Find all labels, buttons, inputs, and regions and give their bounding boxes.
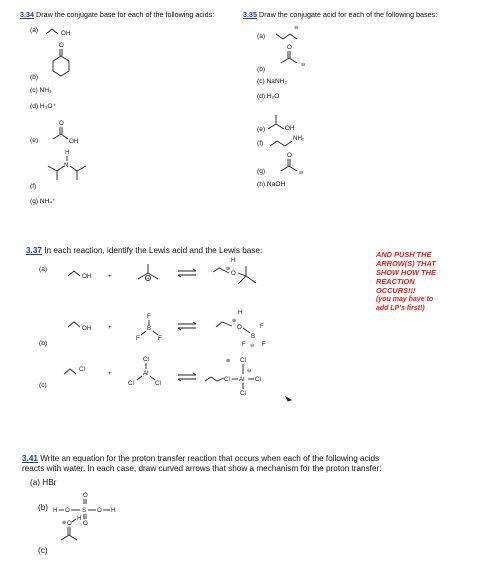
q334-f-hydrogen: H xyxy=(65,149,70,156)
q337-b-product-h: H xyxy=(238,309,243,316)
q334-item-f-label: (f) xyxy=(30,183,37,190)
q337-a-product-charge: ⊕ xyxy=(226,266,231,272)
q337-b-product-f-top: F xyxy=(260,323,264,330)
q337-b-product-boron: B xyxy=(251,333,256,340)
q334-item-g-label: (g) NH₄⁺ xyxy=(30,198,56,205)
q335-item-a-label: (a) xyxy=(257,33,266,40)
q337-b-product-o: O xyxy=(237,324,242,331)
q341-b-o-bottom: O xyxy=(83,520,88,527)
q337-prompt: In each reaction, identify the Lewis acid and the Lewis base: xyxy=(44,246,263,255)
q337-b-product-ominus: ⊖ xyxy=(250,343,255,349)
q334-f-nitrogen: N xyxy=(64,162,69,169)
q334-item-b-label: (b) xyxy=(30,74,39,81)
q334-e-oxygen: O xyxy=(59,120,64,127)
note-line-2: ARROW(S) THAT xyxy=(376,259,436,268)
q337-c-aluminum: Al xyxy=(143,370,149,377)
q335-b-oxygen: O xyxy=(287,44,292,51)
q335-e-oh: OH xyxy=(285,125,295,132)
q334-prompt: Draw the conjugate base for each of the following acids: xyxy=(36,10,215,19)
note-line-6: (you may have to xyxy=(376,296,434,303)
note-line-7: add LP's first!) xyxy=(376,305,425,312)
q335-g-oxygen: O xyxy=(287,152,292,159)
q337-item-b-label: (b) xyxy=(39,340,48,347)
q341-prompt-line1: Write an equation for the proton transfer reaction that occurs when each of the following acids xyxy=(40,454,380,463)
q335-number-link[interactable]: 3.35 xyxy=(243,10,257,19)
q337-a-plus: + xyxy=(108,273,112,280)
q335-prompt: Draw the conjugate acid for each of the following bases: xyxy=(259,10,438,19)
q337-item-c-label: (c) xyxy=(39,382,47,389)
q334-item-c-label: (c) NH₃ xyxy=(30,87,52,94)
q337-c-alcl3-cl-top: Cl xyxy=(143,356,149,363)
q337-a-product-h: H xyxy=(231,257,236,264)
q334-a-oh: OH xyxy=(61,30,71,37)
q335-g-charge: ⊖ xyxy=(299,170,304,176)
note-line-5: OCCURS!!! xyxy=(376,286,416,295)
q341-c-hydrogen: H xyxy=(77,515,82,522)
q337-b-boron: B xyxy=(147,325,152,332)
q334-item-d-label: (d) H₃O⁺ xyxy=(30,103,56,110)
q341-b-sulfur: S xyxy=(82,507,87,514)
q337-c-product-ominus: ⊖ xyxy=(247,368,252,374)
q341-c-oplus: ⊕ xyxy=(62,520,67,526)
q337-b-ethanol-oh: OH xyxy=(82,325,92,332)
q337-c-alcl3-cl-right: Cl xyxy=(155,380,161,387)
q337-b-f-top: F xyxy=(147,313,151,320)
q337-c-product-cl-right: Cl xyxy=(255,376,261,383)
q335-item-h-label: (h) NaOH xyxy=(257,181,286,188)
q341-b-h-right: H xyxy=(111,507,116,514)
note-line-4: REACTION xyxy=(376,277,415,286)
q335-f-nh2: NH₂ xyxy=(293,135,305,142)
q334-number-link[interactable]: 3.34 xyxy=(20,10,34,19)
q341-prompt-line2: reacts with water. In each case, draw curved arrows that show a mechanism for the proton transfer: xyxy=(22,464,382,473)
q335-item-e-label: (e) xyxy=(257,126,266,133)
q337-a-ethanol-oh: OH xyxy=(82,273,92,280)
q337-c-product-cl-bridge: Cl xyxy=(224,376,230,383)
q337-a-carbocation-charge: + xyxy=(146,276,150,282)
q334-e-oh: OH xyxy=(69,138,79,145)
q337-a-product-o: O xyxy=(231,270,236,277)
q337-b-plus: + xyxy=(108,324,112,331)
q337-b-product-oplus: ⊕ xyxy=(232,318,237,324)
q341-item-a-label: (a) HBr xyxy=(30,478,57,487)
q341-number-link[interactable]: 3.41 xyxy=(22,454,38,463)
q337-c-cl-reactant: Cl xyxy=(79,366,85,373)
q341-b-h-left: H xyxy=(53,507,58,514)
q337-c-product-al: Al xyxy=(239,376,245,383)
q335-b-charge: ⊖ xyxy=(301,62,306,68)
q341-b-o-left: O xyxy=(65,507,70,514)
q337-b-f-left: F xyxy=(136,335,140,342)
q341-b-o-right: O xyxy=(97,507,102,514)
q337-c-product-cl-bottom: Cl xyxy=(240,390,246,397)
q335-a-charge: ⊖ xyxy=(294,25,299,31)
q337-b-f-right: F xyxy=(158,335,162,342)
q337-item-a-label: (a) xyxy=(39,266,48,273)
q341-c-oxygen: O xyxy=(67,520,72,527)
q337-number-link[interactable]: 3.37 xyxy=(26,246,42,255)
note-line-1: AND PUSH THE xyxy=(376,250,432,259)
q341-b-o-top: O xyxy=(83,492,88,499)
q337-b-product-f-left: F xyxy=(242,341,246,348)
q335-item-c-label: (c) NaNH₂ xyxy=(257,78,288,85)
q341-item-b-label: (b) xyxy=(38,503,49,512)
q335-item-g-label: (g) xyxy=(257,168,266,175)
q335-item-f-label: (f) xyxy=(257,140,264,147)
q337-c-alcl3-cl-left: Cl xyxy=(128,380,134,387)
q335-item-d-label: (d) H₂O xyxy=(257,93,280,100)
q334-item-e-label: (e) xyxy=(30,137,39,144)
q334-b-oxygen: O xyxy=(59,42,64,49)
q341-item-c-label: (c) xyxy=(38,546,48,555)
q337-c-product-oplus: ⊕ xyxy=(226,358,231,364)
q335-item-b-label: (b) xyxy=(257,66,266,73)
q337-c-product-cl-top: Cl xyxy=(240,357,246,364)
q337-c-plus: + xyxy=(108,370,112,377)
note-line-3: SHOW HOW THE xyxy=(376,268,436,277)
q334-item-a-label: (a) xyxy=(30,27,39,34)
q337-b-product-f-right: F xyxy=(262,341,266,348)
